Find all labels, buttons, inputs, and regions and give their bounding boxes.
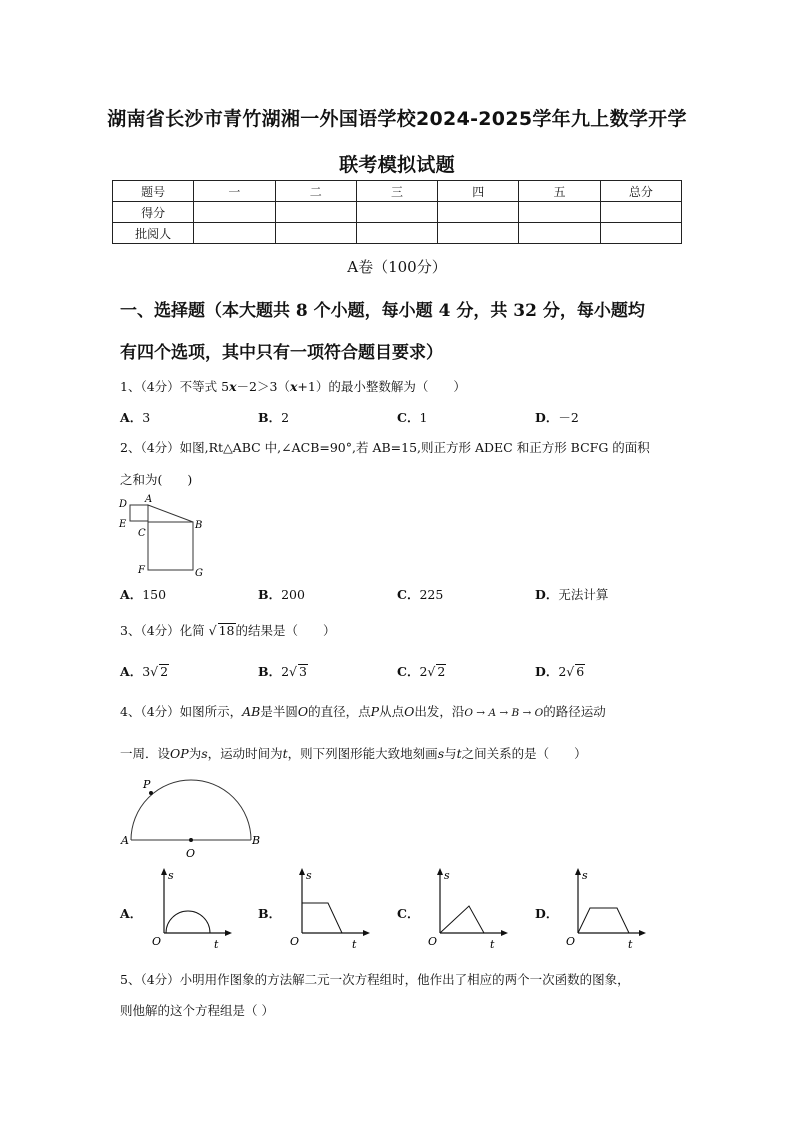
question-5-stem-line2: 则他解的这个方程组是（ ） [120,1003,274,1018]
svg-text:O: O [566,935,576,948]
q2-option-d[interactable]: D．无法计算 [535,587,609,602]
label-d: D [119,499,128,510]
svg-text:O: O [290,935,300,948]
q1-text: 1、（4分）不等式 5 [120,379,230,394]
q3-option-a[interactable]: A．3√ 2 [120,664,169,679]
label-p: P [143,778,151,791]
label-b: B [195,520,203,531]
q1-option-a[interactable]: A．3 [120,410,151,425]
q3-option-b[interactable]: B．2√ 3 [258,664,307,679]
score-cell[interactable] [194,202,275,223]
svg-text:s: s [582,869,588,882]
label-b: B [252,834,261,847]
score-cell[interactable] [356,202,437,223]
q3-radicand: 18 [218,623,235,638]
page-title-line2: 联考模拟试题 [339,154,455,176]
svg-text:t: t [352,938,357,951]
label-g: G [195,568,203,579]
q4-graph-a[interactable] [148,865,238,955]
score-table [112,180,682,244]
question-4-stem-line1: 4、（4分）如图所示，AB是半圆O的直径，点P从点O出发，沿O → A → B → O的路径运动 [120,704,606,719]
svg-text:t: t [490,938,495,951]
grader-cell[interactable] [275,223,356,244]
grader-cell[interactable] [356,223,437,244]
q4-option-c[interactable]: C． [397,906,420,921]
label-a: A [121,834,129,847]
table-header-cell: 总分 [600,181,681,202]
triangle-abc [148,505,193,522]
page-title-line1: 湖南省长沙市青竹湖湘一外国语学校2024-2025学年九上数学开学 [107,108,687,130]
section-a-heading: A卷（100分） [347,258,447,276]
table-header-cell: 三 [356,181,437,202]
row-label: 得分 [113,202,194,223]
svg-text:t: t [628,938,633,951]
q4-option-b[interactable]: B． [258,906,282,921]
svg-text:O: O [152,935,162,948]
svg-text:t: t [214,938,219,951]
q1-text: +1）的最小整数解为（ ） [297,379,466,394]
label-e: E [119,519,127,530]
table-row [113,181,682,202]
score-cell[interactable] [438,202,519,223]
q4-graph-d[interactable] [562,865,652,955]
row-label: 批阅人 [113,223,194,244]
grader-cell[interactable] [438,223,519,244]
q4-graph-c[interactable] [424,865,514,955]
q4-semicircle-figure [115,770,275,865]
grader-cell[interactable] [600,223,681,244]
score-cell[interactable] [275,202,356,223]
score-cell[interactable] [519,202,600,223]
q1-option-b[interactable]: B．2 [258,410,290,425]
q1-text: －2＞3（ [236,379,290,394]
part1-heading-line1: 一、选择题（本大题共 8 个小题，每小题 4 分，共 32 分，每小题均 [120,301,645,321]
label-f: F [138,565,145,576]
q3-option-c[interactable]: C．2√ 2 [397,664,446,679]
q2-option-b[interactable]: B．200 [258,587,305,602]
score-cell[interactable] [600,202,681,223]
square-adec [130,505,148,521]
q1-var: x [229,379,237,394]
question-1-stem [120,377,466,395]
question-2-stem-line2: 之和为( ) [120,472,193,487]
table-row [113,202,682,223]
grader-cell[interactable] [194,223,275,244]
table-header-cell: 五 [519,181,600,202]
svg-text:s: s [444,869,450,882]
svg-text:O: O [428,935,438,948]
question-5-stem-line1: 5、（4分）小明用作图象的方法解二元一次方程组时，他作出了相应的两个一次函数的图象， [120,972,630,987]
q2-option-c[interactable]: C．225 [397,587,444,602]
label-a: A [145,494,153,505]
point-p-dot [149,791,153,795]
q1-option-d[interactable]: D．－2 [535,410,579,425]
svg-text:s: s [168,869,174,882]
label-o: O [186,847,196,860]
q4-option-d[interactable]: D． [535,906,559,921]
table-header-cell: 题号 [113,181,194,202]
part1-heading-line2: 有四个选项，其中只有一项符合题目要求） [120,343,443,363]
q2-squares-figure [115,492,215,582]
question-2-stem-line1: 2、（4分）如图,Rt△ABC 中,∠ACB=90°,若 AB=15,则正方形 ADEC 和正方形 BCFG 的面积 [120,440,650,455]
table-row [113,223,682,244]
center-o-dot [189,838,193,842]
q2-option-a[interactable]: A．150 [120,587,167,602]
question-4-stem-line2: 一周．设OP为s，运动时间为t，则下列图形能大致地刻画s与t之间关系的是（ ） [120,746,587,761]
label-c: C [138,528,146,539]
q4-graph-b[interactable] [286,865,376,955]
q1-option-c[interactable]: C．1 [397,410,428,425]
grader-cell[interactable] [519,223,600,244]
table-header-cell: 二 [275,181,356,202]
table-header-cell: 一 [194,181,275,202]
square-bcfg [148,522,193,570]
q1-var: x [289,379,298,394]
svg-text:s: s [306,869,312,882]
q4-option-a[interactable]: A． [120,906,143,921]
table-header-cell: 四 [438,181,519,202]
question-3-stem: 3、（4分）化简 √ 18的结果是（ ） [120,623,336,638]
q3-option-d[interactable]: D．2√ 6 [535,664,585,679]
